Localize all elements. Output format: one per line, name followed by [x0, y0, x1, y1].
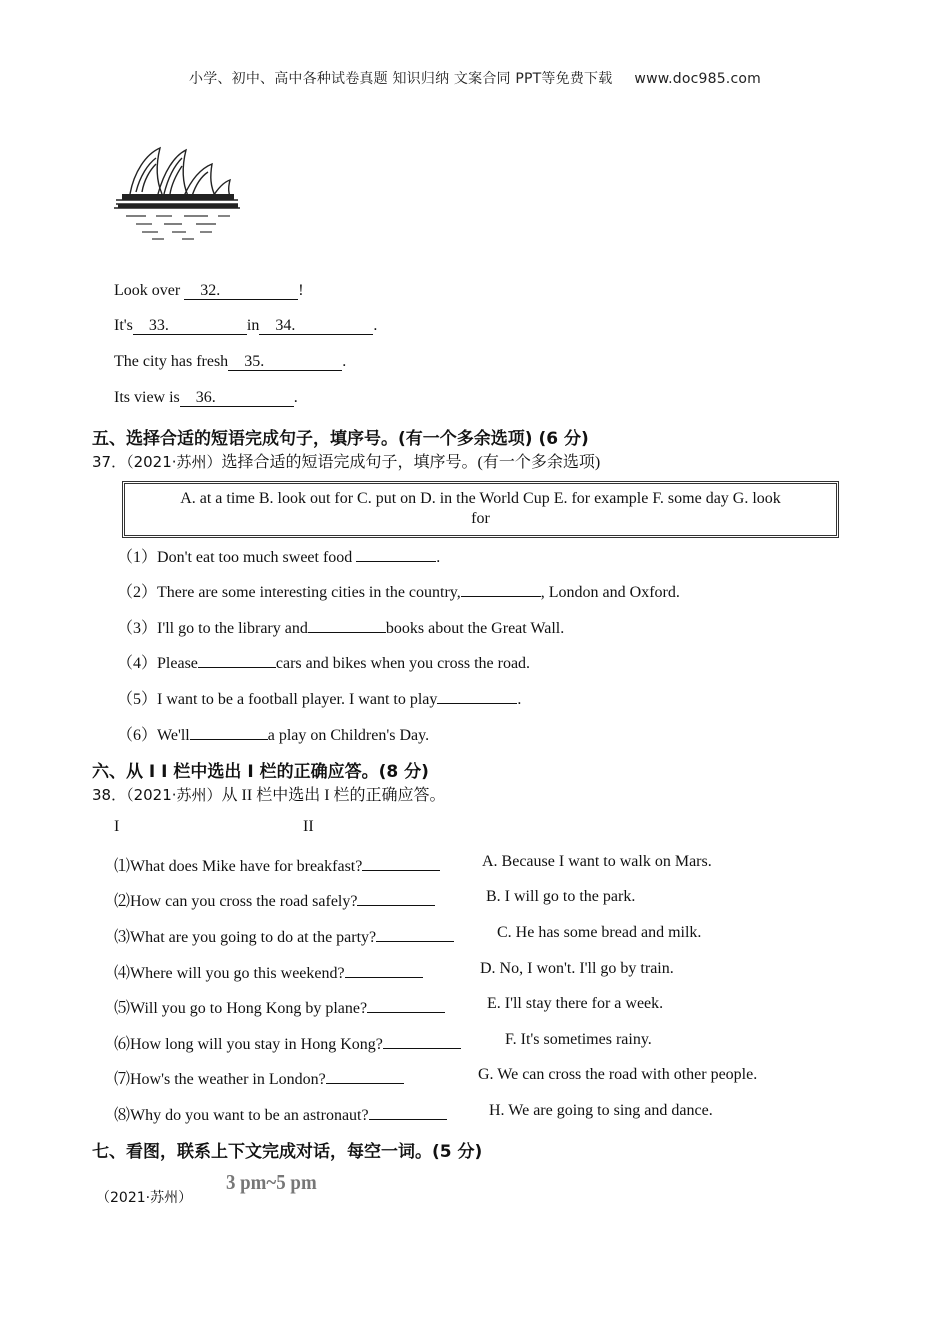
table-row: ⑹How long will you stay in Hong Kong?	[114, 1031, 461, 1054]
header-url: www.doc985.com	[634, 71, 761, 87]
table-row: ⑺How's the weather in London?	[114, 1066, 404, 1089]
option-a: A. Because I want to walk on Mars.	[482, 853, 712, 870]
list-item: （6）We'll a play on Children's Day.	[117, 727, 430, 744]
answer-blank[interactable]	[369, 1105, 447, 1120]
question-38-header: 38．（2021·苏州）从 II 栏中选出 I 栏的正确应答。	[92, 786, 446, 804]
answer-blank[interactable]	[367, 998, 445, 1013]
answer-blank[interactable]	[383, 1034, 461, 1049]
option-f: F. It's sometimes rainy.	[505, 1031, 652, 1048]
answer-blank[interactable]	[362, 856, 440, 871]
answer-blank[interactable]	[345, 963, 423, 978]
answer-blank[interactable]	[308, 618, 386, 633]
blank-32[interactable]: 32.	[184, 283, 298, 300]
answer-blank[interactable]	[437, 689, 517, 704]
blank-35[interactable]: 35.	[228, 354, 342, 371]
question-39-source: （2021·苏州）	[96, 1190, 193, 1206]
page-header	[0, 68, 950, 88]
blank-34[interactable]: 34.	[259, 318, 373, 335]
answer-blank[interactable]	[357, 891, 435, 906]
fill-line-36: Its view is 36. .	[114, 389, 298, 406]
options-line-2: for	[471, 510, 490, 527]
blank-36[interactable]: 36.	[180, 390, 294, 407]
header-left-text: 小学、初中、高中各种试卷真题 知识归纳 文案合同 PPT等免费下载	[189, 71, 613, 87]
answer-blank[interactable]	[376, 927, 454, 942]
blank-33[interactable]: 33.	[133, 318, 247, 335]
sydney-opera-house-image	[112, 142, 242, 242]
list-item: （3）I'll go to the library and books about the Great Wall.	[117, 620, 565, 637]
fill-line-33-34: It's 33. in 34. .	[114, 317, 378, 334]
fill-line-32: Look over 32. !	[114, 282, 304, 299]
table-row: ⑴What does Mike have for breakfast?	[114, 853, 440, 876]
section5-title: 五、选择合适的短语完成句子，填序号。(有一个多余选项) (6 分)	[92, 429, 589, 449]
list-item: （2）There are some interesting cities in the country, , London and Oxford.	[117, 584, 680, 601]
answer-blank[interactable]	[326, 1069, 404, 1084]
answer-blank[interactable]	[190, 725, 268, 740]
column-i-label: I	[114, 818, 120, 835]
option-h: H. We are going to sing and dance.	[489, 1102, 713, 1119]
option-c: C. He has some bread and milk.	[497, 924, 702, 941]
section6-title: 六、从 I I 栏中选出 I 栏的正确应答。(8 分)	[92, 762, 429, 782]
answer-blank[interactable]	[198, 653, 276, 668]
option-e: E. I'll stay there for a week.	[487, 995, 664, 1012]
table-row: ⑷Where will you go this weekend?	[114, 960, 423, 983]
answer-blank[interactable]	[461, 582, 541, 597]
section7-title: 七、看图，联系上下文完成对话，每空一词。(5 分)	[92, 1142, 483, 1162]
option-d: D. No, I won't. I'll go by train.	[480, 960, 674, 977]
table-row: ⑸Will you go to Hong Kong by plane?	[114, 995, 445, 1018]
answer-blank[interactable]	[356, 547, 436, 562]
options-line-1: A. at a time B. look out for C. put on D. in the World Cup E. for example F. some day G. look	[180, 490, 781, 507]
options-box	[122, 481, 839, 538]
question-37-header: 37．（2021·苏州）选择合适的短语完成句子，填序号。(有一个多余选项)	[92, 453, 601, 471]
list-item: （4）Please cars and bikes when you cross the road.	[117, 655, 531, 672]
list-item: （1）Don't eat too much sweet food .	[117, 549, 441, 566]
option-g: G. We can cross the road with other people.	[478, 1066, 758, 1083]
column-ii-label: II	[303, 818, 314, 835]
option-b: B. I will go to the park.	[486, 888, 636, 905]
table-row: ⑻Why do you want to be an astronaut?	[114, 1102, 447, 1125]
table-row: ⑶What are you going to do at the party?	[114, 924, 454, 947]
list-item: （5）I want to be a football player. I want to play .	[117, 691, 522, 708]
table-row: ⑵How can you cross the road safely?	[114, 888, 435, 911]
fill-line-35: The city has fresh 35. .	[114, 353, 347, 370]
time-image-text: 3 pm~5 pm	[226, 1170, 317, 1194]
